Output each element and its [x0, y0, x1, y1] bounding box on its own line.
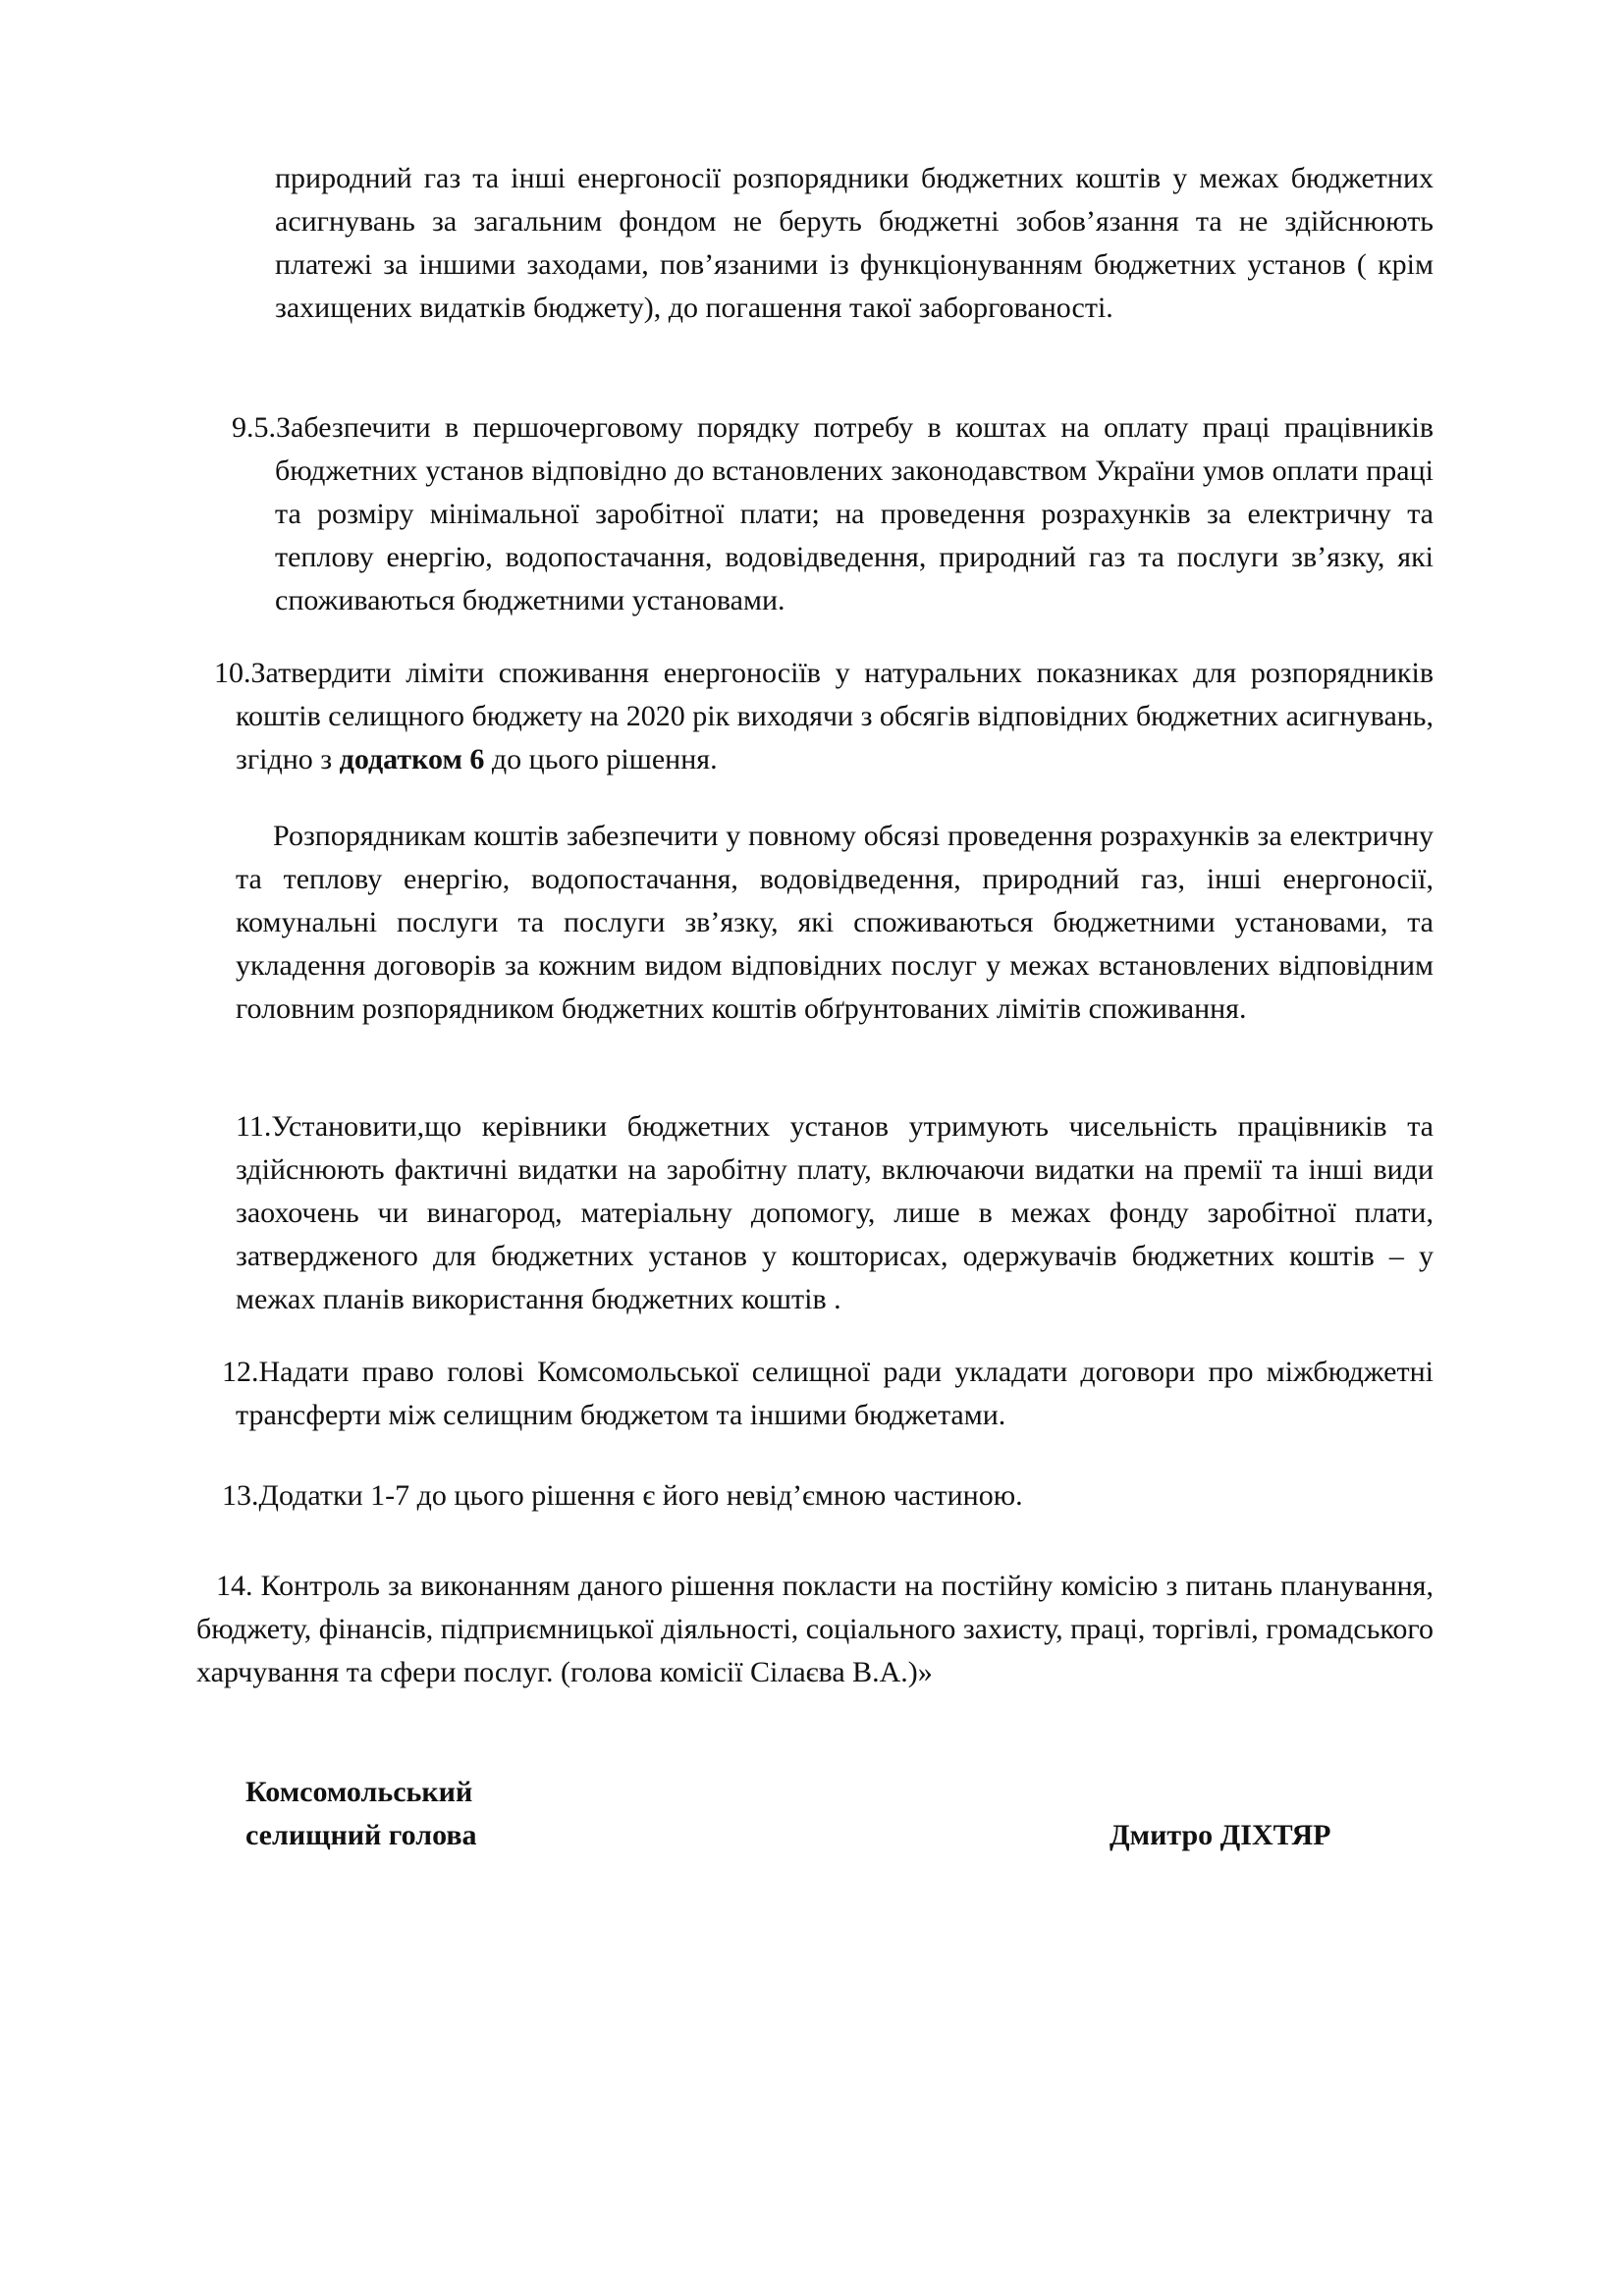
item-12-paragraph: 12.Надати право голові Комсомольської селищної ради укладати договори про міжбюджетні трансферти між селищним бюджетом та іншими бюджетами.: [222, 1356, 1434, 1431]
item-9-5-paragraph: 9.5.Забезпечити в першочерговому порядку потребу в коштах на оплату праці працівників бюджетних установ відповідно до встановлених законодавством України умов оплати праці та розміру мінімальної заробітної плати; на проведення розрахунків за електричну та теплову енергію, водопостачання, водовідведення, природний газ та послуги зв’язку, які споживаються бюджетними установами.: [232, 411, 1434, 616]
signature-title-line-1: Комсомольський: [245, 1776, 473, 1808]
continuation-paragraph: природний газ та інші енергоносії розпорядники бюджетних коштів у межах бюджетних асигнувань за загальним фондом не беруть бюджетні зобов’язання та не здійснюють платежі за іншими заходами, пов’язаними із функціонуванням бюджетних установ ( крім захищених видатків бюджету), до погашення такої заборгованості.: [275, 162, 1434, 324]
signature-title: [245, 1771, 477, 1857]
item-10-paragraph: [214, 652, 1434, 781]
item-11-paragraph: 11.Установити,що керівники бюджетних установ утримують чисельність працівників та здійснюють фактичні видатки на заробітну плату, включаючи видатки на премії та інші види заохочень чи винагород, матеріальну допомогу, лише в межах фонду заробітної плати, затвердженого для бюджетних установ у кошторисах, одержувачів бюджетних коштів – у межах планів використання бюджетних коштів .: [236, 1110, 1434, 1315]
item-10-appendix-reference: додатком 6: [339, 743, 485, 775]
item-10-second-paragraph: Розпорядникам коштів забезпечити у повному обсязі проведення розрахунків за електричну та теплову енергію, водопостачання, водовідведення, природний газ, інші енергоносії, комунальні послуги та послуги зв’язку, які споживаються бюджетними установами, та укладення договорів за кожним видом відповідних послуг у межах встановлених відповідним головним розпорядником бюджетних коштів обґрунтованих лімітів споживання.: [236, 820, 1434, 1025]
item-10-text-after: до цього рішення.: [484, 743, 718, 775]
item-10-text-before: 10.Затвердити ліміти споживання енергоносіїв у натуральних показниках для розпорядників коштів селищного бюджету на 2020 рік виходячи з обсягів відповідних бюджетних асигнувань, згідно з: [214, 657, 1434, 775]
item-14-paragraph: 14. Контроль за виконанням даного рішення покласти на постійну комісію з питань планування, бюджету, фінансів, підприємницької діяльності, соціального захисту, праці, торгівлі, громадського харчування та сфери послуг. (голова комісії Сілаєва В.А.)»: [196, 1570, 1434, 1688]
item-13-paragraph: 13.Додатки 1-7 до цього рішення є його невід’ємною частиною.: [222, 1479, 1023, 1512]
signature-name: Дмитро ДІХТЯР: [1110, 1819, 1331, 1851]
signature-title-line-2: селищний голова: [245, 1819, 477, 1851]
